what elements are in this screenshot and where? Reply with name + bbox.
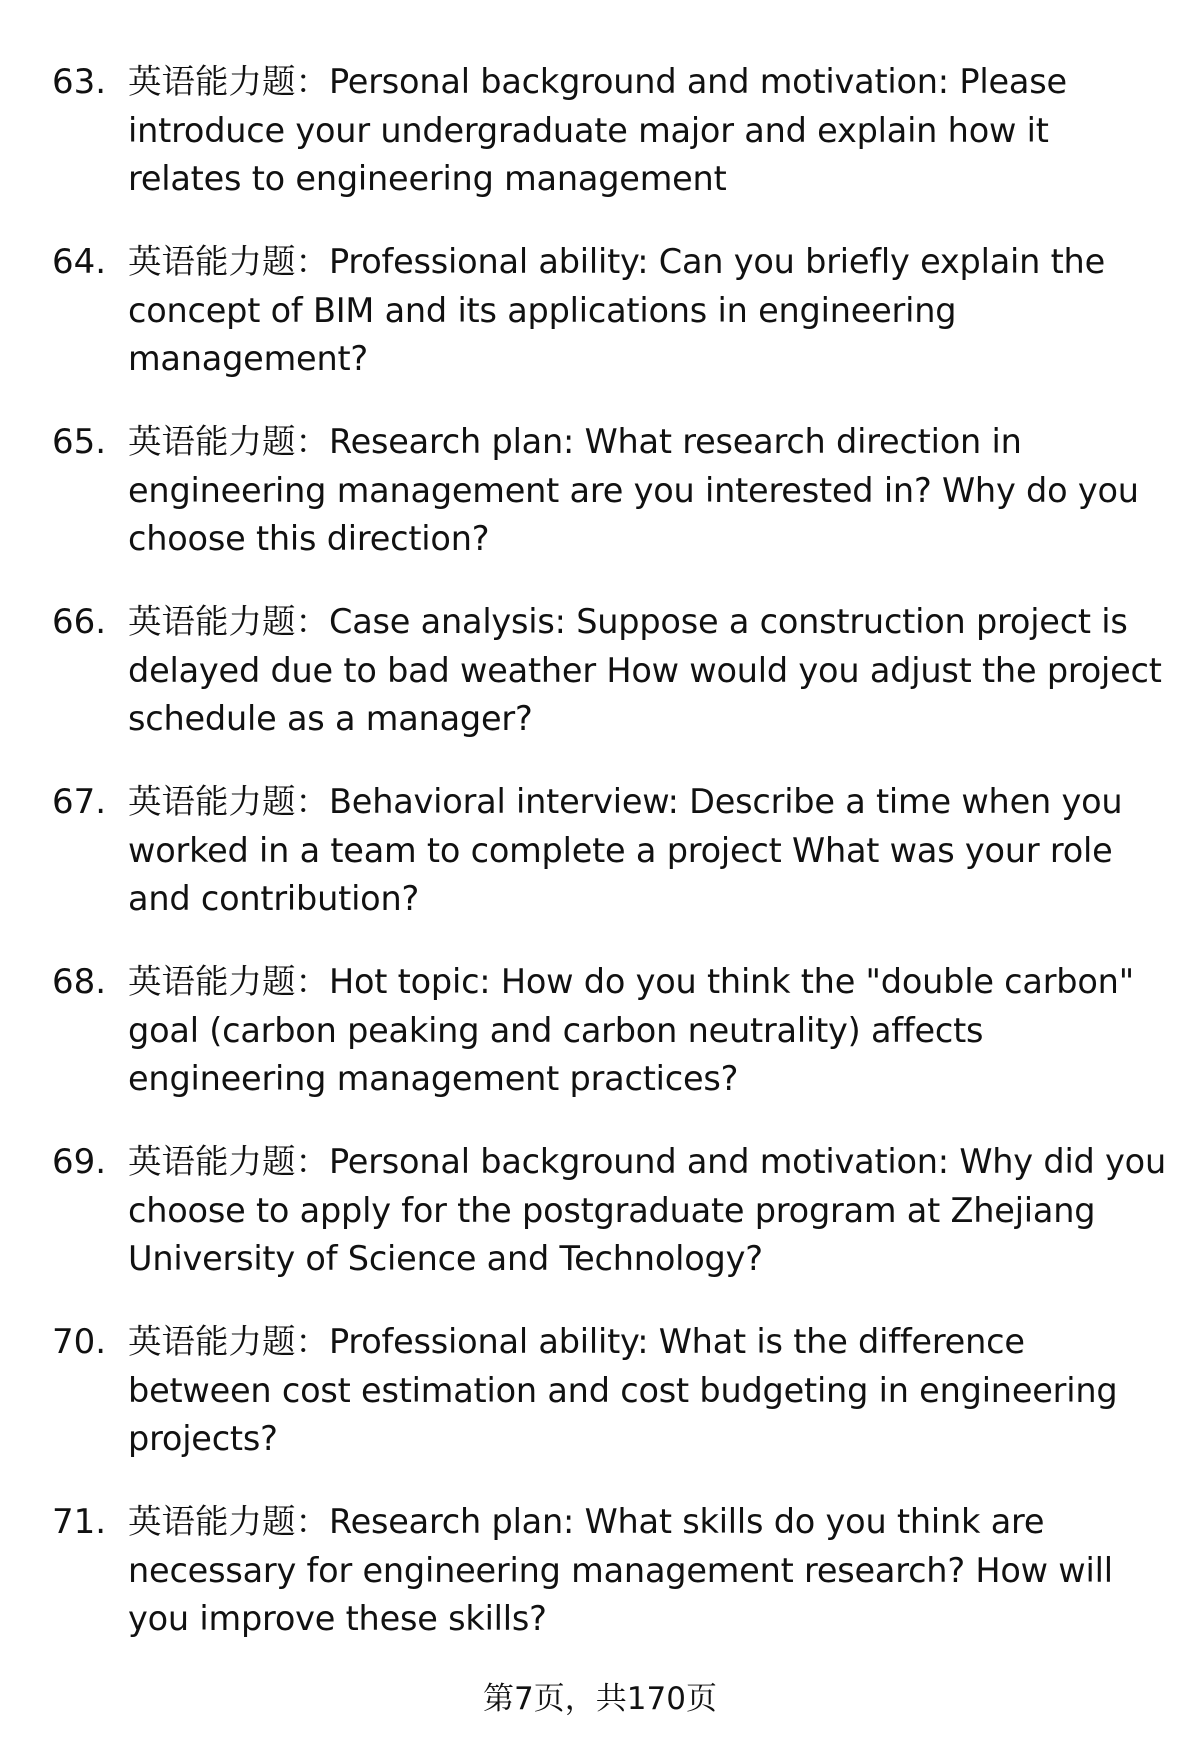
question-category: 英语能力题：	[128, 242, 329, 281]
question-number: 64.	[52, 242, 107, 282]
question-text	[128, 778, 1168, 924]
question-category: 英语能力题：	[128, 1142, 329, 1181]
question-category: 英语能力题：	[128, 962, 329, 1001]
question-number: 63.	[52, 62, 107, 102]
question-item	[0, 598, 1200, 778]
question-text	[128, 1498, 1168, 1644]
question-body: Case analysis: Suppose a construction project is delayed due to bad weather How would you adjust the project schedule as a manager?	[128, 602, 1162, 738]
question-category: 英语能力题：	[128, 1502, 329, 1541]
question-text	[128, 418, 1168, 564]
question-body: Personal background and motivation: Why did you choose to apply for the postgraduate program at Zhejiang University of Science and Technology?	[128, 1142, 1167, 1278]
page-footer: 第7页，共170页	[483, 1681, 717, 1717]
question-body: Personal background and motivation: Please introduce your undergraduate major and explain how it relates to engineering management	[128, 62, 1067, 198]
question-category: 英语能力题：	[128, 62, 329, 101]
question-text	[128, 58, 1168, 204]
question-number: 71.	[52, 1502, 107, 1542]
question-body: Professional ability: What is the difference between cost estimation and cost budgeting in engineering projects?	[128, 1322, 1118, 1458]
question-item	[0, 1498, 1200, 1678]
question-text	[128, 598, 1168, 744]
question-text	[128, 1318, 1168, 1464]
question-body: Research plan: What skills do you think are necessary for engineering management research? How will you improve these skills?	[128, 1502, 1113, 1638]
question-body: Professional ability: Can you briefly explain the concept of BIM and its applications in engineering management?	[128, 242, 1105, 378]
question-item	[0, 1138, 1200, 1318]
question-number: 68.	[52, 962, 107, 1002]
question-category: 英语能力题：	[128, 1322, 329, 1361]
question-item	[0, 958, 1200, 1138]
question-number: 70.	[52, 1322, 107, 1362]
question-text	[128, 238, 1168, 384]
question-item	[0, 238, 1200, 418]
question-body: Research plan: What research direction in engineering management are you interested in? Why do you choose this direction?	[128, 422, 1139, 558]
question-text	[128, 1138, 1168, 1284]
question-category: 英语能力题：	[128, 422, 329, 461]
question-item	[0, 778, 1200, 958]
question-number: 67.	[52, 782, 107, 822]
question-body: Behavioral interview: Describe a time when you worked in a team to complete a project What was your role and contribution?	[128, 782, 1123, 918]
question-item	[0, 418, 1200, 598]
question-item	[0, 1318, 1200, 1498]
question-item	[0, 58, 1200, 238]
question-number: 66.	[52, 602, 107, 642]
question-number: 65.	[52, 422, 107, 462]
question-body: Hot topic: How do you think the "double carbon" goal (carbon peaking and carbon neutrality) affects engineering management practices?	[128, 962, 1134, 1098]
question-text	[128, 958, 1168, 1104]
question-category: 英语能力题：	[128, 782, 329, 821]
question-category: 英语能力题：	[128, 602, 329, 641]
question-list	[0, 58, 1200, 1678]
question-number: 69.	[52, 1142, 107, 1182]
